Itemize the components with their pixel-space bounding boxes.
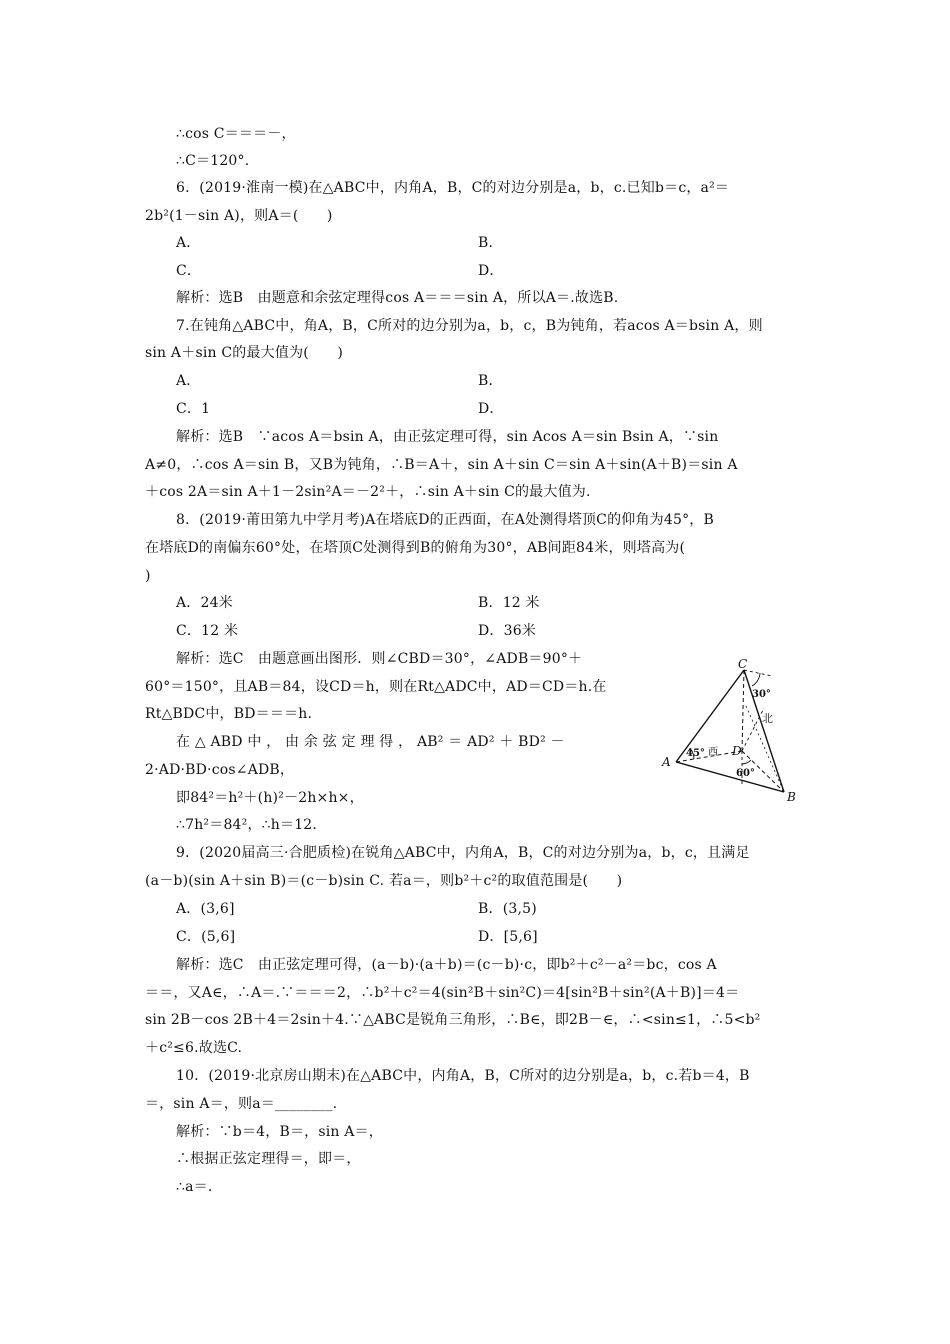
tower-geometry-figure [660, 656, 810, 806]
text-line: sin 2B－cos 2B＋4＝2sin＋4.∵△ABC是锐角三角形，∴B∈，即2B－∈，∴<sin≤1，∴5<b² [145, 1012, 761, 1028]
option-a: A． [176, 235, 201, 251]
option-c: C．(5,6] [176, 929, 236, 945]
option-c: C．1 [176, 401, 211, 417]
question-8: 8．(2019·莆田第九中学月考)A在塔底D的正西面，在A处测得塔顶C的仰角为45°，B [176, 512, 714, 528]
angle-arc-60 [742, 760, 751, 764]
text-line: A≠0，∴cos A＝sin B，又B为钝角，∴B＝A＋，sin A＋sin C＝sin A＋sin(A＋B)＝sin A [145, 457, 738, 473]
solution-7: 解析：选B ∵acos A＝bsin A，由正弦定理可得，sin Acos A＝sin Bsin A，∵sin [176, 429, 719, 445]
text-line: 在 △ ABD 中 ， 由 余 弦 定 理 得 ， AB² ＝ AD² ＋ BD² － [176, 734, 565, 750]
north-direction-line [742, 708, 764, 751]
tower-diagram [660, 656, 810, 806]
text-line: ∴a＝. [176, 1179, 213, 1195]
label-west: 西 [708, 747, 718, 758]
label-angle-45: 45° [686, 748, 705, 759]
option-b: B．12 米 [478, 595, 540, 611]
solution-8: 解析：选C 由题意画出图形．则∠CBD＝30°，∠ADB＝90°＋ [176, 651, 583, 667]
label-angle-60: 60° [736, 768, 755, 779]
label-angle-30: 30° [752, 689, 771, 700]
label-a: A [662, 755, 671, 769]
text-line: Rt△BDC中，BD＝＝＝h. [145, 706, 313, 722]
option-d: D． [478, 401, 504, 417]
question-9: 9．(2020届高三·合肥质检)在锐角△ABC中，内角A，B，C的对边分别为a，b，c，且满足 [176, 845, 750, 861]
angle-arc-30 [752, 673, 760, 686]
label-north: 北 [762, 712, 773, 725]
option-b: B． [478, 373, 503, 389]
text-line: ∴C＝120°. [176, 153, 250, 169]
option-d: D．36米 [478, 623, 537, 639]
text-line: ＋c²≤6.故选C. [145, 1040, 243, 1056]
option-c: C．12 米 [176, 623, 239, 639]
label-d: D [732, 744, 742, 758]
text-line: 2·AD·BD·cos∠ADB， [145, 762, 295, 778]
question-7: 7.在钝角△ABC中，角A，B，C所对的边分别为a，b，c，B为钝角，若acos A＝bsin A，则 [176, 318, 763, 334]
option-d: D． [478, 263, 504, 279]
question-10: 10．(2019·北京房山期末)在△ABC中，内角A，B，C所对的边分别是a，b，c.若b＝4，B [176, 1068, 750, 1084]
option-c: C． [176, 263, 202, 279]
horizontal-at-c [744, 670, 772, 676]
label-b: B [787, 790, 796, 804]
edge-ab [676, 762, 784, 792]
text-line: ＋cos 2A＝sin A＋1－2sin²A＝－2²＋，∴sin A＋sin C的最大值为. [145, 484, 591, 500]
option-a: A．(3,6] [176, 901, 235, 917]
text-line: ＝，sin A＝，则a＝________. [145, 1096, 338, 1112]
label-c: C [738, 657, 748, 671]
text-line: ∴cos C＝＝＝－， [176, 126, 296, 142]
solution-6: 解析：选B 由题意和余弦定理得cos A＝＝＝sin A，所以A＝.故选B. [176, 290, 619, 306]
solution-10: 解析：∵b＝4，B＝，sin A＝， [176, 1124, 383, 1140]
solution-9: 解析：选C 由正弦定理可得，(a－b)·(a＋b)＝(c－b)·c，即b²＋c²－a²＝bc，cos A [176, 957, 717, 973]
text-line: ∴根据正弦定理得＝，即＝， [176, 1151, 361, 1167]
text-line: 在塔底D的南偏东60°处，在塔顶C处测得到B的俯角为30°，AB间距84米，则塔高为( [145, 540, 686, 556]
text-line: ＝＝，又A∈，∴A＝.∵＝＝＝2，∴b²＋c²＝4(sin²B＋sin²C)＝4[sin²B＋sin²(A＋B)]＝4＝ [145, 985, 740, 1001]
option-a: A．24米 [176, 595, 233, 611]
text-line: ∴7h²＝84²，∴h＝12. [176, 817, 318, 833]
question-6: 6．(2019·淮南一模)在△ABC中，内角A，B，C的对边分别是a，b，c.已知b＝c，a²＝ [176, 180, 730, 196]
text-line: 即84²＝h²＋(h)²－2h×h×， [176, 790, 364, 806]
text-line: 2b²(1－sin A)，则A＝( ) [145, 208, 333, 224]
option-b: B．(3,5) [478, 901, 537, 917]
text-line: (a－b)(sin A＋sin B)＝(c－b)sin C. 若a＝，则b²＋c²的取值范围是( ) [145, 873, 623, 889]
edge-cd [742, 670, 744, 751]
text-line: ) [145, 568, 151, 584]
option-d: D．[5,6] [478, 929, 538, 945]
text-line: 60°＝150°，且AB＝84，设CD＝h，则在Rt△ADC中，AD＝CD＝h.在 [145, 679, 607, 695]
option-a: A． [176, 373, 201, 389]
text-line: sin A＋sin C的最大值为( ) [145, 345, 344, 361]
option-b: B． [478, 235, 503, 251]
